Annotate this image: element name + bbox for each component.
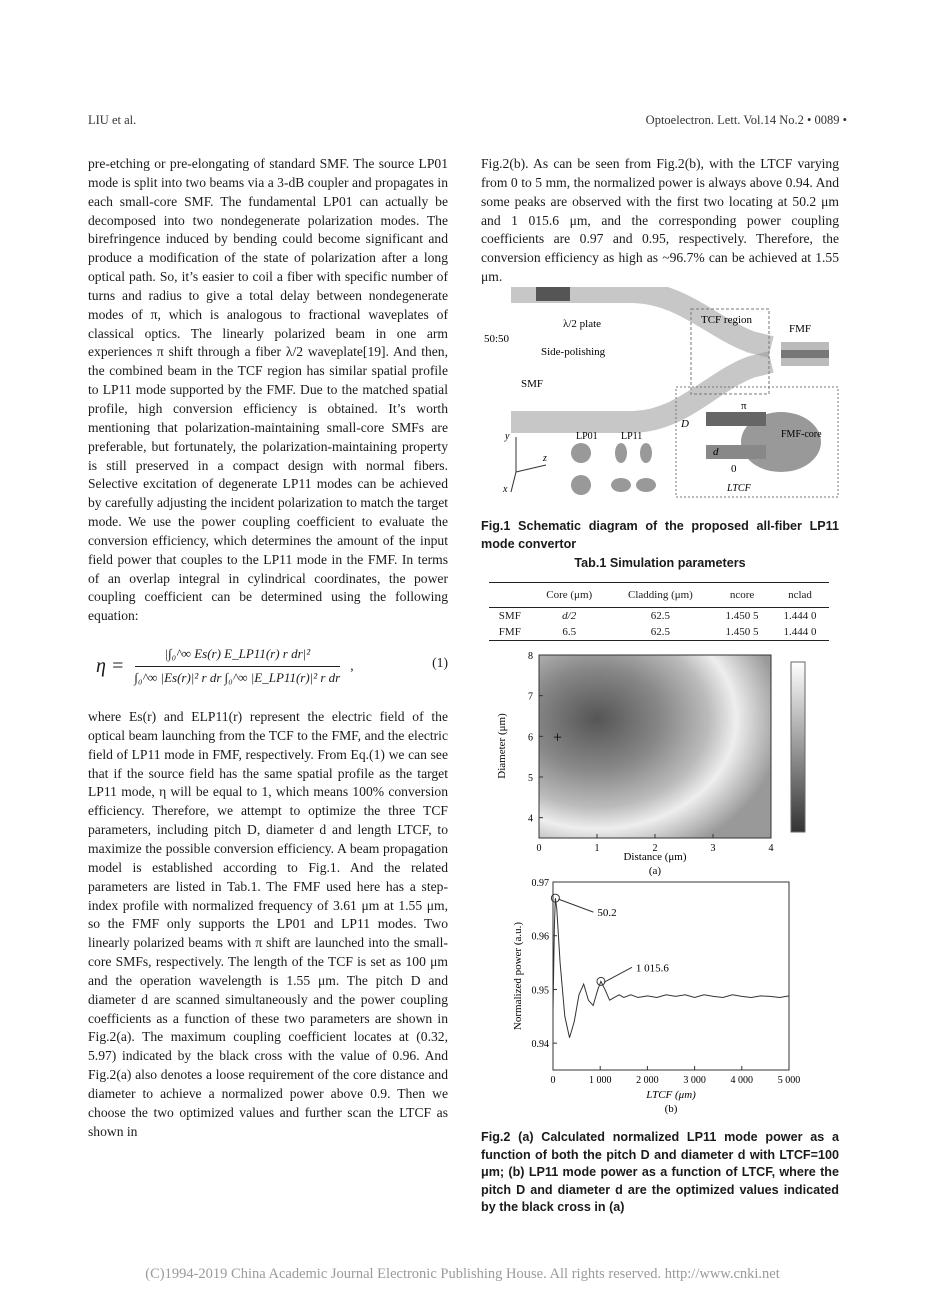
label-tcf-region: TCF region	[701, 314, 753, 326]
label-axis-y: y	[505, 431, 510, 442]
x-tick-label: 5 000	[777, 1075, 801, 1086]
x-tick-label: 3	[710, 843, 716, 854]
x-tick-label: 0	[536, 843, 542, 854]
right-column	[481, 155, 839, 287]
inset-upper-core	[706, 412, 766, 426]
y-tick-label: 5	[528, 773, 533, 784]
table-row	[489, 608, 829, 625]
fig2b-line-chart	[491, 876, 831, 1116]
table-header-cell	[489, 583, 531, 608]
equation-fraction	[130, 643, 344, 690]
y-tick-label: 8	[528, 651, 533, 662]
table-cell: SMF	[498, 610, 521, 622]
lp11-power-series-line	[553, 898, 789, 1038]
label-side-polishing: Side-polishing	[541, 346, 606, 358]
line-ylabel: Normalized power (a.u.)	[512, 921, 524, 1031]
equation-comma: ,	[350, 657, 354, 673]
body-paragraph: Fig.2(b). As can be seen from Fig.2(b), with the LTCF varying from 0 to 5 mm, the normalized power is always above 0.94. And some peaks are observed with the first two locating at 50.2 μm and 1 015.6 μm, and the corresponding power coupling coefficients are 0.97 and 0.95, respectively. Therefore, the conversion efficiency as high as ~96.7% can be achieved at 1.55 μm.	[481, 156, 839, 285]
y-tick-label: 0.94	[531, 1039, 549, 1051]
fig1-caption: Fig.1 Schematic diagram of the proposed all-fiber LP11 mode convertor	[481, 519, 839, 551]
mode-lp11b	[640, 443, 652, 463]
mode-lp01	[571, 443, 591, 463]
x-tick-label: 2 000	[636, 1075, 659, 1086]
label-lp01: LP01	[576, 431, 598, 442]
y-tick-label: 0.96	[531, 931, 549, 943]
y-tick-label: 6	[528, 732, 533, 744]
y-tick-label: 0.95	[531, 985, 549, 997]
heatmap-panel-label: (a)	[648, 865, 662, 877]
mode-row2-a	[571, 475, 591, 495]
colorbar	[791, 662, 805, 832]
optimum-cross-marker: +	[553, 729, 563, 747]
equation-number: (1)	[432, 655, 448, 671]
table-cell: 1.450 5	[725, 610, 759, 622]
label-half-wave-plate: λ/2 plate	[563, 318, 602, 330]
axis-z	[516, 465, 546, 472]
label-fmf-core: FMF-core	[781, 429, 822, 440]
table1-title: Tab.1 Simulation parameters	[574, 556, 746, 570]
peak-annotation-label: 50.2	[597, 907, 617, 920]
x-tick-label: 4	[768, 843, 774, 854]
label-pi: π	[741, 400, 747, 412]
running-header-authors: LIU et al.	[88, 113, 137, 127]
equation-1	[88, 630, 448, 702]
equation-lhs: η =	[96, 654, 125, 677]
x-tick-label: 1 000	[588, 1075, 612, 1086]
label-ltcf: LTCF	[727, 483, 751, 494]
simulation-parameters-table	[489, 582, 829, 641]
line-chart-axes	[532, 878, 801, 1086]
mode-row2-c	[636, 478, 656, 492]
table-header-cell: Cladding (μm)	[608, 583, 713, 608]
table-cell: 62.5	[650, 610, 671, 622]
mode-lp11a	[615, 443, 627, 463]
fig2a-heatmap	[491, 650, 831, 880]
table-cell: d/2	[562, 610, 577, 622]
x-tick-label: 1	[594, 843, 600, 854]
table-cell: FMF	[489, 624, 531, 641]
label-d: d	[713, 446, 719, 458]
fmf-core	[781, 350, 829, 358]
label-axis-x: x	[503, 484, 508, 495]
fig2-caption: Fig.2 (a) Calculated normalized LP11 mode power as a function of both the pitch D and diameter d with LTCF=100 μm; (b) LP11 mode power as a function of LTCF, where the pitch D and diameter d are the optimized values indicated by the black cross in (a)	[481, 1130, 839, 1214]
running-header-journal: Optoelectron. Lett. Vol.14 No.2 • 0089 •	[645, 113, 847, 127]
y-tick-label: 0.97	[531, 878, 549, 889]
y-tick-label: 7	[528, 691, 533, 703]
equation-denominator: ∫₀^∞ |Es(r)|² r dr ∫₀^∞ |E_LP11(r)|² r dr	[134, 669, 341, 685]
heatmap-xlabel: Distance (μm)	[623, 851, 687, 863]
x-tick-label: 2	[652, 843, 658, 854]
line-panel-label: (b)	[664, 1103, 678, 1115]
table-cell: 1.444 0	[771, 624, 829, 641]
axis-x	[511, 472, 516, 492]
label-lp11: LP11	[621, 431, 643, 442]
label-zero: 0	[731, 463, 737, 475]
table-cell: 1.444 0	[783, 610, 817, 622]
table-cell: 6.5	[531, 624, 608, 641]
line-xlabel: LTCF (μm)	[646, 1089, 696, 1101]
x-tick-label: 0	[550, 1075, 556, 1086]
table-header-cell: nclad	[771, 583, 829, 608]
label-splitter: 50:50	[484, 333, 510, 345]
table-cell: 1.450 5	[713, 624, 771, 641]
body-paragraph: where Es(r) and ELP11(r) represent the electric field of the optical beam launching from the TCF to the FMF, and the electric field of LP11 mode in FMF, respectively. From Eq.(1) we can see that if the source field has the same spatial profile as the target LP11 mode, η will be equal to 1, which means 100% conversion efficiency. Therefore, we attempt to optimize the three TCF parameters, including pitch D, diameter d and length LTCF, to maximize the possible conversion efficiency. A beam propagation model is established according to Fig.1. And the related parameters are listed in Tab.1. The FMF used here has a step-index profile with normalized frequency of 3.61 μm at 1.55 μm, so the FMF only supports the LP01 and LP11 modes. Two linearly polarized beams with π shift are launched into the small-core SMFs, respectively. The length of the TCF is set as 100 μm and the operation wavelength is 1.55 μm. The pitch D and diameter d are scanned simultaneously and the power coupling coefficients as a function of these two parameters are shown in Fig.2(a). The maximum coupling coefficient locates at (0.32, 5.97) indicated by the black cross with the value of 0.96. And Fig.2(a) also denotes a loose requirement of the core distance and diameter to achieve a normalized power above 0.9. Then we choose the two optimized values and further scan the LTCF as shown in	[88, 709, 448, 1139]
mode-row2-b	[611, 478, 631, 492]
label-smf: SMF	[521, 378, 544, 390]
annotation-arrow	[604, 967, 632, 982]
heatmap-field	[539, 655, 771, 838]
table-row	[489, 624, 829, 641]
table-header-cell: Core (μm)	[531, 583, 608, 608]
line-chart-annotations	[551, 894, 669, 985]
y-tick-label: 4	[528, 813, 533, 825]
fig1-schematic	[481, 287, 841, 502]
label-fmf: FMF	[789, 323, 812, 335]
half-wave-plate	[536, 287, 570, 301]
label-D: D	[681, 418, 689, 430]
body-paragraph: pre-etching or pre-elongating of standard SMF. The source LP01 mode is split into two beams via a 3-dB coupler and propagates in each small-core SMF. The fundamental LP01 can actually be decomposed into two nondegenerate polarization modes. The birefringence induced by bending could become significant and produce a modification of the state of polarization after a long optical path. So, it’s easier to coil a fiber with specific number of turns and radius to give a total delay between nondegenerate modes of π, which is analogous to fractional waveplates of classical optics. The linearly polarized beam in one arm experiences π shift through a fiber λ/2 waveplate[19]. And then, the combined beam in the TCF region has similar spatial profile to LP11 mode supported by the FMF. Due to the matched spatial profile, high conversion efficiency is obtained. It’s worth mentioning that polarization-maintaining small-core SMFs are preferable, but fortunately, the polarization-maintaining property is still preserved in a compact design with normal fibers. Selective excitation of degenerate LP11 modes can be achieved by carefully adjusting the incident polarization to match the target mode. We use the power coupling coefficient to evaluate the conversion efficiency, which determines the amount of the input field power that couples to the LP11 mode in the FMF. In terms of an overlap integral in cylindrical coordinates, the power coupling coefficient can be determined using the following equation:	[88, 156, 448, 624]
annotation-arrow	[558, 899, 593, 912]
x-tick-label: 4 000	[730, 1075, 754, 1086]
table-header-cell: ncore	[713, 583, 771, 608]
heatmap-ylabel: Diameter (μm)	[496, 713, 508, 779]
left-column	[88, 155, 448, 1142]
copyright-footer: (C)1994-2019 China Academic Journal Electronic Publishing House. All rights reserved. http://www.cnki.net	[145, 1266, 780, 1282]
equation-numerator: |∫₀^∞ Es(r) E_LP11(r) r dr|²	[164, 645, 311, 661]
x-tick-label: 3 000	[683, 1075, 706, 1086]
table-cell: 62.5	[608, 624, 713, 641]
label-axis-z: z	[543, 453, 547, 464]
peak-annotation-label: 1 015.6	[635, 962, 669, 975]
